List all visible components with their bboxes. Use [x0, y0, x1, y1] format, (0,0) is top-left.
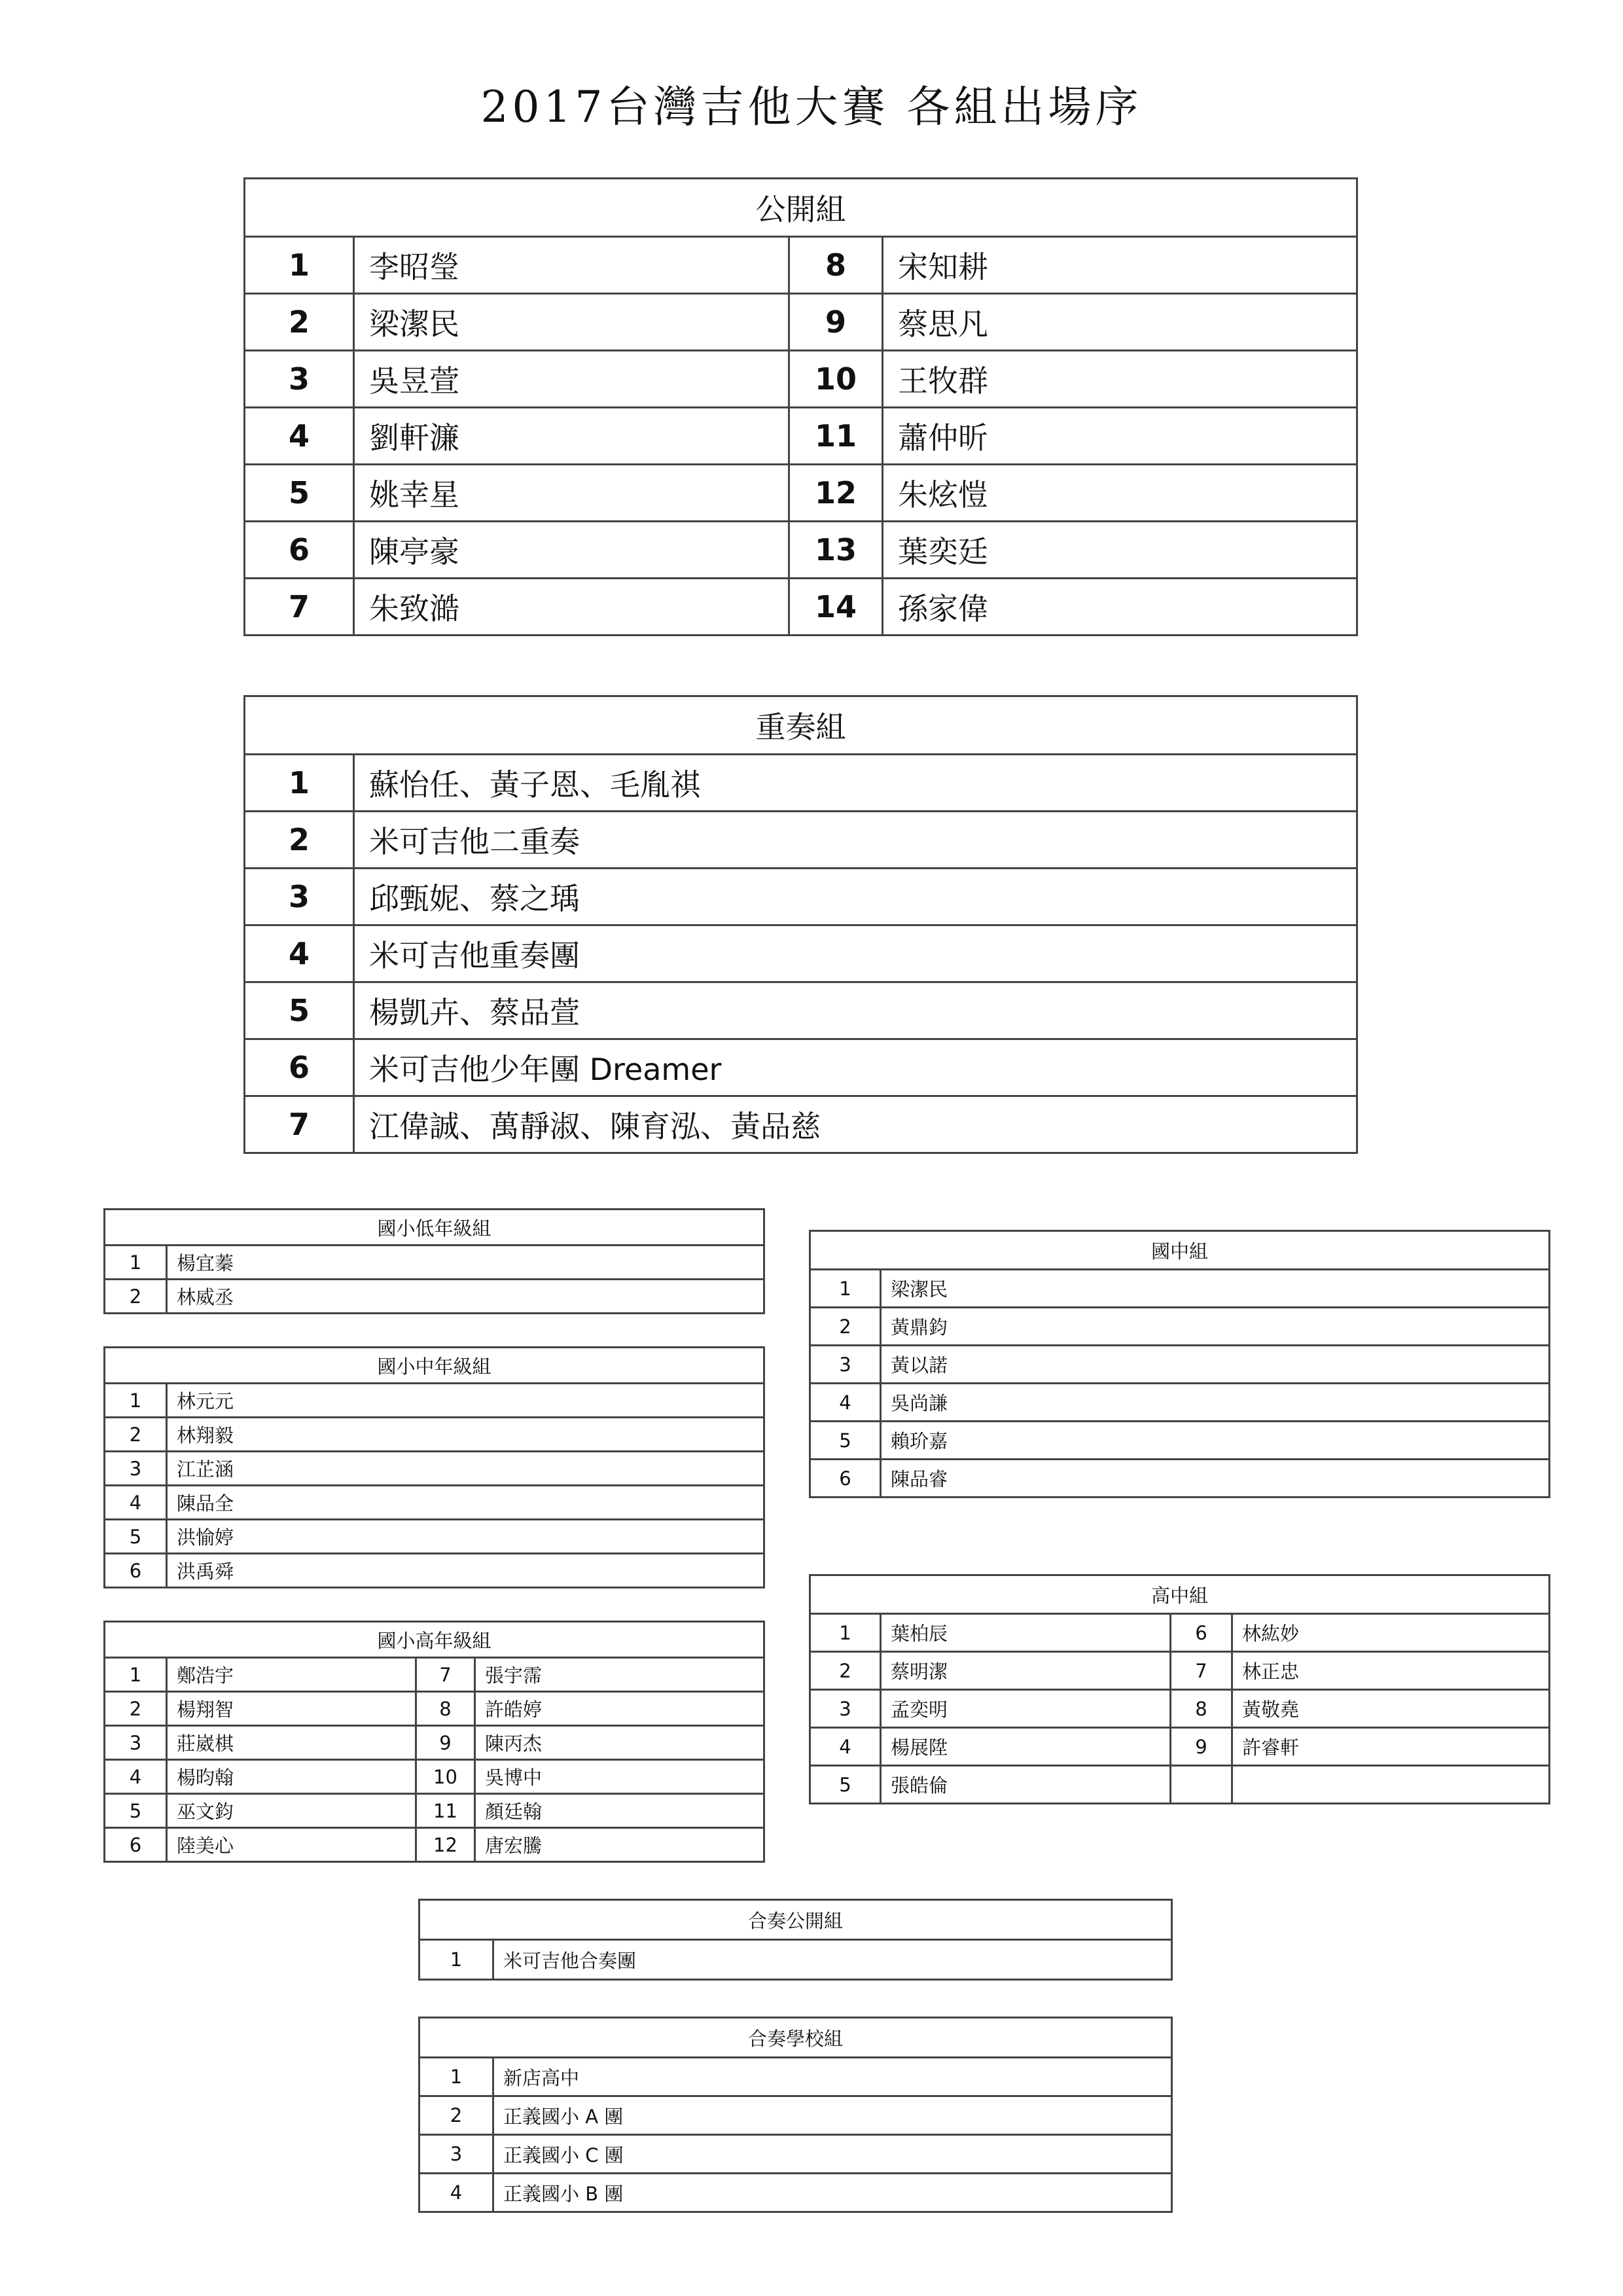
entry-number: 11 — [416, 1794, 475, 1828]
entry-name: 林翔毅 — [167, 1418, 764, 1452]
entry-number: 5 — [105, 1520, 167, 1554]
entry-name: 陳品全 — [167, 1486, 764, 1520]
table-header: 國小高年級組 — [105, 1622, 764, 1658]
entry-name: 巫文鈞 — [167, 1794, 416, 1828]
entry-name: 洪愉婷 — [167, 1520, 764, 1554]
entry-number: 1 — [419, 2058, 493, 2096]
entry-name: 吳尚謙 — [881, 1384, 1550, 1422]
entry-number: 6 — [810, 1460, 881, 1498]
entry-number: 2 — [245, 812, 354, 869]
table-row — [810, 1614, 1550, 1652]
entry-number: 5 — [245, 465, 354, 522]
orchestra-school-table — [418, 2017, 1173, 2213]
entry-number: 4 — [419, 2174, 493, 2212]
table-row — [105, 1828, 764, 1862]
entry-number: 1 — [810, 1270, 881, 1308]
entry-number: 9 — [1171, 1728, 1232, 1766]
entry-number: 5 — [105, 1794, 167, 1828]
entry-number: 13 — [789, 522, 883, 579]
entry-name: 黃敬堯 — [1232, 1690, 1550, 1728]
entry-name: 楊展陞 — [881, 1728, 1171, 1766]
table-row — [105, 1658, 764, 1692]
entry-number: 6 — [1171, 1614, 1232, 1652]
table-row — [105, 1692, 764, 1726]
entry-name: 顏廷翰 — [475, 1794, 764, 1828]
entry-name: 米可吉他少年團 Dreamer — [354, 1039, 1357, 1096]
entry-name: 蘇怡任、黃子恩、毛胤祺 — [354, 755, 1357, 812]
entry-name: 江偉誠、萬靜淑、陳育泓、黃品慈 — [354, 1096, 1357, 1153]
entry-name: 正義國小 A 團 — [493, 2096, 1172, 2135]
entry-name: 陸美心 — [167, 1828, 416, 1862]
table-header: 合奏學校組 — [419, 2018, 1172, 2058]
entry-number: 4 — [245, 408, 354, 465]
entry-name: 賴玠嘉 — [881, 1422, 1550, 1460]
entry-number: 12 — [416, 1828, 475, 1862]
entry-number: 7 — [416, 1658, 475, 1692]
entry-name: 許睿軒 — [1232, 1728, 1550, 1766]
entry-number: 1 — [105, 1384, 167, 1418]
entry-number: 2 — [810, 1652, 881, 1690]
entry-number: 11 — [789, 408, 883, 465]
entry-name: 張皓倫 — [881, 1766, 1171, 1804]
entry-number: 1 — [810, 1614, 881, 1652]
table-header: 重奏組 — [245, 696, 1357, 755]
entry-number: 4 — [810, 1728, 881, 1766]
table-row — [810, 1308, 1550, 1346]
entry-name: 孟奕明 — [881, 1690, 1171, 1728]
entry-name: 梁潔民 — [881, 1270, 1550, 1308]
entry-name: 林威丞 — [167, 1280, 764, 1314]
table-row — [245, 1096, 1357, 1153]
entry-number: 1 — [245, 237, 354, 294]
entry-number: 6 — [105, 1554, 167, 1588]
table-row — [105, 1794, 764, 1828]
entry-number: 4 — [810, 1384, 881, 1422]
entry-name: 楊昀翰 — [167, 1760, 416, 1794]
table-row — [810, 1346, 1550, 1384]
entry-name: 陳亭豪 — [354, 522, 789, 579]
entry-number: 3 — [810, 1346, 881, 1384]
entry-name: 洪禹舜 — [167, 1554, 764, 1588]
entry-name: 梁潔民 — [354, 294, 789, 351]
entry-name: 吳博中 — [475, 1760, 764, 1794]
entry-name: 張宇霈 — [475, 1658, 764, 1692]
table-header: 公開組 — [245, 179, 1357, 237]
entry-number: 8 — [789, 237, 883, 294]
entry-number: 5 — [810, 1766, 881, 1804]
entry-name: 宋知耕 — [883, 237, 1357, 294]
elem-low-table — [103, 1208, 765, 1314]
table-row — [105, 1280, 764, 1314]
entry-name: 江芷涵 — [167, 1452, 764, 1486]
table-row — [105, 1486, 764, 1520]
entry-number: 4 — [105, 1486, 167, 1520]
table-row — [105, 1452, 764, 1486]
entry-number: 5 — [245, 982, 354, 1039]
table-row — [810, 1270, 1550, 1308]
table-row — [419, 2135, 1172, 2174]
ensemble-group-table — [243, 695, 1358, 1154]
entry-number: 4 — [245, 925, 354, 982]
entry-name: 邱甄妮、蔡之瑀 — [354, 869, 1357, 925]
entry-number: 7 — [245, 579, 354, 636]
table-row — [245, 522, 1357, 579]
entry-number: 2 — [105, 1280, 167, 1314]
entry-number: 3 — [810, 1690, 881, 1728]
table-row — [810, 1766, 1550, 1804]
public-group-table — [243, 177, 1358, 636]
entry-number: 4 — [105, 1760, 167, 1794]
entry-number: 9 — [416, 1726, 475, 1760]
table-row — [245, 812, 1357, 869]
entry-number: 3 — [105, 1452, 167, 1486]
entry-name: 林元元 — [167, 1384, 764, 1418]
entry-number: 8 — [1171, 1690, 1232, 1728]
table-row — [810, 1422, 1550, 1460]
table-row — [245, 294, 1357, 351]
entry-number: 10 — [789, 351, 883, 408]
entry-number: 6 — [245, 1039, 354, 1096]
entry-name: 林紘妙 — [1232, 1614, 1550, 1652]
table-row — [105, 1554, 764, 1588]
table-row — [810, 1384, 1550, 1422]
table-row — [245, 925, 1357, 982]
entry-name: 朱致澔 — [354, 579, 789, 636]
entry-number: 6 — [245, 522, 354, 579]
entry-number: 12 — [789, 465, 883, 522]
entry-number: 5 — [810, 1422, 881, 1460]
entry-number: 2 — [245, 294, 354, 351]
table-row — [245, 579, 1357, 636]
entry-name: 新店高中 — [493, 2058, 1172, 2096]
entry-number: 2 — [105, 1692, 167, 1726]
table-row — [419, 2174, 1172, 2212]
entry-name: 正義國小 C 團 — [493, 2135, 1172, 2174]
entry-name: 米可吉他二重奏 — [354, 812, 1357, 869]
table-header: 高中組 — [810, 1575, 1550, 1614]
table-row — [419, 2058, 1172, 2096]
entry-name: 唐宏騰 — [475, 1828, 764, 1862]
entry-name: 陳品睿 — [881, 1460, 1550, 1498]
entry-name: 許皓婷 — [475, 1692, 764, 1726]
table-row — [105, 1384, 764, 1418]
table-row — [245, 237, 1357, 294]
entry-name: 楊凱卉、蔡品萱 — [354, 982, 1357, 1039]
table-row — [245, 982, 1357, 1039]
entry-number: 2 — [105, 1418, 167, 1452]
entry-number: 8 — [416, 1692, 475, 1726]
entry-number: 7 — [1171, 1652, 1232, 1690]
table-header: 國小低年級組 — [105, 1210, 764, 1246]
table-row — [245, 755, 1357, 812]
table-row — [245, 1039, 1357, 1096]
entry-number — [1171, 1766, 1232, 1804]
table-row — [105, 1726, 764, 1760]
orchestra-public-table — [418, 1899, 1173, 1981]
entry-number: 14 — [789, 579, 883, 636]
entry-number: 3 — [105, 1726, 167, 1760]
entry-name: 楊宜蓁 — [167, 1246, 764, 1280]
table-row — [245, 465, 1357, 522]
entry-name: 林正忠 — [1232, 1652, 1550, 1690]
entry-number: 1 — [105, 1658, 167, 1692]
table-row — [419, 2096, 1172, 2135]
elem-high-table — [103, 1621, 765, 1863]
entry-name: 陳丙杰 — [475, 1726, 764, 1760]
table-row — [105, 1246, 764, 1280]
entry-name: 米可吉他合奏團 — [493, 1940, 1172, 1980]
entry-number: 1 — [245, 755, 354, 812]
senior-high-table — [809, 1574, 1550, 1804]
table-row — [810, 1652, 1550, 1690]
entry-name — [1232, 1766, 1550, 1804]
table-row — [810, 1690, 1550, 1728]
entry-name: 蔡明潔 — [881, 1652, 1171, 1690]
entry-name: 葉柏辰 — [881, 1614, 1171, 1652]
table-row — [245, 408, 1357, 465]
entry-number: 10 — [416, 1760, 475, 1794]
page-title: 2017台灣吉他大賽 各組出場序 — [480, 82, 1143, 132]
entry-number: 2 — [419, 2096, 493, 2135]
elem-mid-table — [103, 1346, 765, 1588]
table-row — [245, 351, 1357, 408]
table-row — [810, 1460, 1550, 1498]
entry-name: 孫家偉 — [883, 579, 1357, 636]
entry-number: 6 — [105, 1828, 167, 1862]
table-row — [105, 1520, 764, 1554]
entry-name: 鄭浩宇 — [167, 1658, 416, 1692]
entry-name: 李昭瑩 — [354, 237, 789, 294]
entry-number: 1 — [419, 1940, 493, 1980]
table-row — [105, 1760, 764, 1794]
entry-name: 葉奕廷 — [883, 522, 1357, 579]
entry-name: 吳昱萱 — [354, 351, 789, 408]
entry-name: 王牧群 — [883, 351, 1357, 408]
entry-name: 朱炫愷 — [883, 465, 1357, 522]
entry-name: 米可吉他重奏團 — [354, 925, 1357, 982]
table-row — [419, 1940, 1172, 1980]
entry-name: 蕭仲昕 — [883, 408, 1357, 465]
entry-name: 姚幸星 — [354, 465, 789, 522]
entry-name: 蔡思凡 — [883, 294, 1357, 351]
table-row — [810, 1728, 1550, 1766]
entry-number: 7 — [245, 1096, 354, 1153]
entry-name: 楊翔智 — [167, 1692, 416, 1726]
table-row — [245, 869, 1357, 925]
entry-name: 黃以諾 — [881, 1346, 1550, 1384]
entry-name: 劉軒濂 — [354, 408, 789, 465]
entry-number: 3 — [245, 351, 354, 408]
entry-number: 3 — [419, 2135, 493, 2174]
entry-number: 1 — [105, 1246, 167, 1280]
entry-number: 9 — [789, 294, 883, 351]
entry-name: 莊崴棋 — [167, 1726, 416, 1760]
entry-name: 正義國小 B 團 — [493, 2174, 1172, 2212]
table-row — [105, 1418, 764, 1452]
table-header: 國中組 — [810, 1231, 1550, 1270]
table-header: 國小中年級組 — [105, 1348, 764, 1384]
junior-high-table — [809, 1230, 1550, 1498]
entry-number: 3 — [245, 869, 354, 925]
entry-name: 黃鼎鈞 — [881, 1308, 1550, 1346]
table-header: 合奏公開組 — [419, 1900, 1172, 1940]
entry-number: 2 — [810, 1308, 881, 1346]
